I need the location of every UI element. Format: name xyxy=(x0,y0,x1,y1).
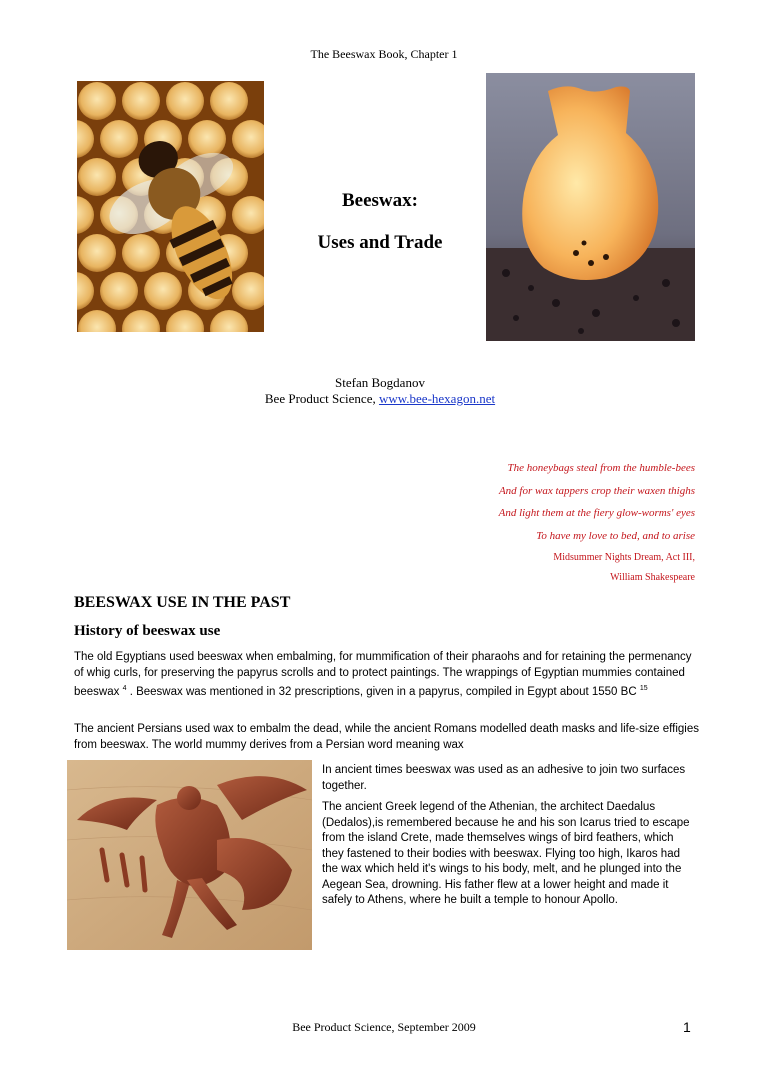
section-subheading: History of beeswax use xyxy=(74,623,221,639)
paragraph-adhesive: In ancient times beeswax was used as an adhesive to join two surfaces together. xyxy=(322,764,686,792)
author-org: Bee Product Science, xyxy=(264,391,379,406)
paragraph-egyptians xyxy=(74,650,700,700)
quote-line-1: The honeybags steal from the humble-bees xyxy=(507,462,695,474)
title-line-1: Beeswax: xyxy=(342,190,418,211)
quote-source-2: William Shakespeare xyxy=(610,572,695,583)
reference-superscript: 4 xyxy=(122,685,127,692)
title-line-2: Uses and Trade xyxy=(317,232,443,253)
quote-line-4: To have my love to bed, and to arise xyxy=(536,530,695,542)
paragraph-persians: The ancient Persians used wax to embalm the dead, while the ancient Romans modelled death masks and life-size effigies from beeswax. The world mummy derives from a Persian word meaning wax xyxy=(74,723,699,751)
author-affiliation xyxy=(200,391,560,407)
author-block xyxy=(200,375,560,407)
bee-honeycomb-image xyxy=(77,81,264,332)
paragraph-daedalus: The ancient Greek legend of the Athenian, the architect Daedalus (Dedalos),is remembered because he and his son Icarus tried to escape from the island Crete, made themselves wings of bird feathers, which they fastened to their bodies with beeswax. Flying too high, Ikaros had the wax which held it's wings to his body, melt, and he plunged into the Aegean Sea, drowning. His father flew at a lower height and made it safely to Athens, where he built a temple to honour Apollo. xyxy=(322,801,690,906)
page-number: 1 xyxy=(683,1019,691,1035)
paragraph-text: The old Egyptians used beeswax when embalming, for mummification of their pharaohs and for retaining the permenancy of whig curls, for preserving the papyrus scrolls and to protect paintings. The wrappings of Egyptian mummies contained beeswax xyxy=(74,651,692,698)
quote-line-3: And light them at the fiery glow-worms' eyes xyxy=(498,507,695,519)
website-link[interactable]: www.bee-hexagon.net xyxy=(378,391,496,406)
section-heading: BEESWAX USE IN THE PAST xyxy=(74,594,291,611)
icarus-carving-image xyxy=(67,760,312,950)
quote-source-1: Midsummer Nights Dream, Act III, xyxy=(553,552,695,563)
reference-superscript: 15 xyxy=(639,685,648,692)
paragraph-text: . Beeswax was mentioned in 32 prescriptions, given in a papyrus, compiled in Egypt about 1550 BC xyxy=(126,685,640,698)
beeswax-vase-image xyxy=(486,73,695,341)
page-header: The Beeswax Book, Chapter 1 xyxy=(310,47,458,61)
quote-line-2: And for wax tappers crop their waxen thighs xyxy=(498,485,695,497)
page-footer: Bee Product Science, September 2009 xyxy=(292,1020,476,1034)
author-name: Stefan Bogdanov xyxy=(335,375,425,390)
